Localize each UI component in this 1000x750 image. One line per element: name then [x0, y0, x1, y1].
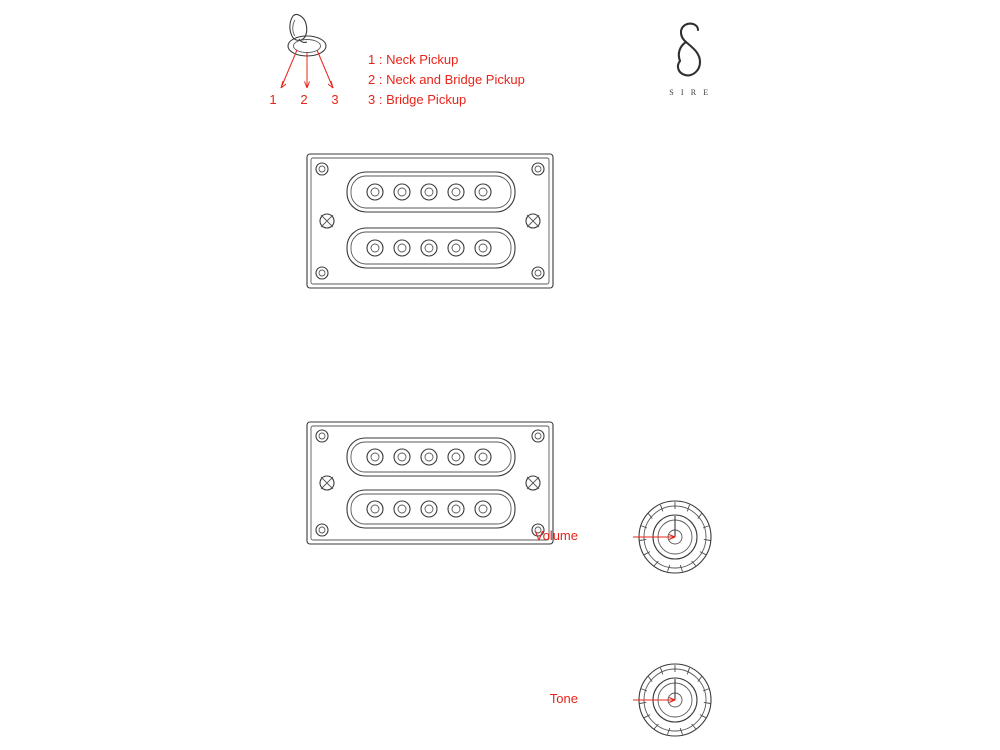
- brand-logo: [660, 20, 720, 82]
- brand-wordmark: S I R E: [669, 88, 711, 97]
- switch-position-number-2: 2: [300, 92, 308, 107]
- pole-pieces-bottom: [367, 240, 491, 256]
- legend-item-1: 1 : Neck Pickup: [368, 52, 459, 67]
- legend-item-2: 2 : Neck and Bridge Pickup: [368, 72, 525, 87]
- volume-knob-graphic: [630, 490, 720, 584]
- legend-item-3: 3 : Bridge Pickup: [368, 92, 467, 107]
- pole-pieces-bottom: [367, 501, 491, 517]
- volume-knob[interactable]: [630, 490, 720, 584]
- tone-knob-label: Tone: [549, 691, 578, 706]
- switch-legend: [368, 50, 525, 110]
- tone-knob-graphic: [630, 653, 720, 747]
- tone-knob[interactable]: [630, 653, 720, 747]
- neck-pickup: [305, 152, 555, 292]
- pole-pieces-top: [367, 449, 491, 465]
- switch-position-number-1: 1: [269, 92, 277, 107]
- volume-knob-label: Volume: [534, 528, 578, 543]
- sire-logo-icon: [660, 20, 720, 82]
- switch-position-number-3: 3: [331, 92, 339, 107]
- neck-pickup-graphic: [305, 152, 555, 292]
- pole-pieces-top: [367, 184, 491, 200]
